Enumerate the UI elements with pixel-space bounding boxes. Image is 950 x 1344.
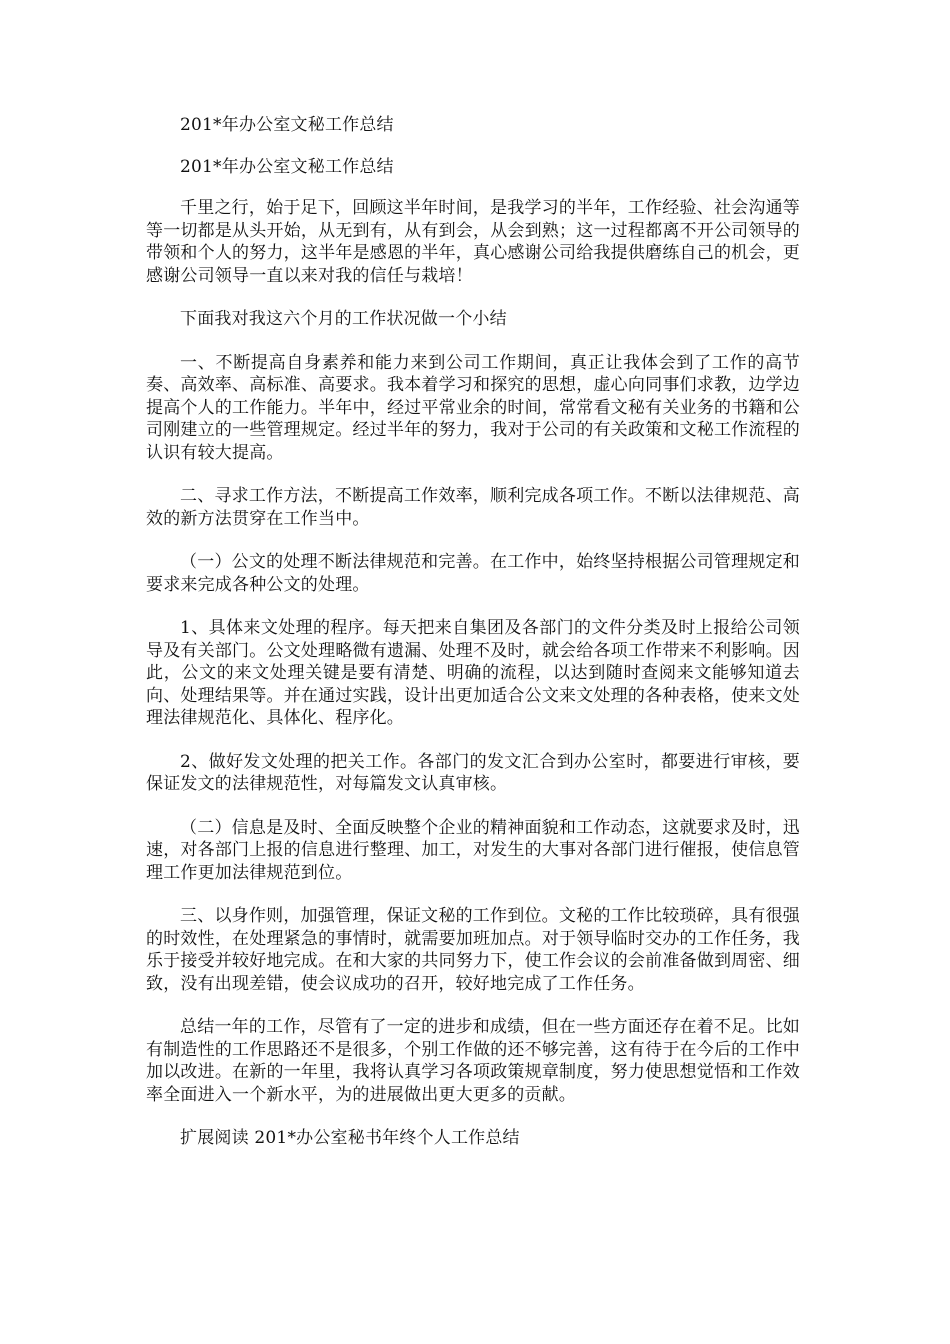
document-subtitle: 201*年办公室文秘工作总结 [180,156,394,177]
document-title: 201*年办公室文秘工作总结 [180,115,394,135]
paragraph-section-1: 一、不断提高自身素养和能力来到公司工作期间，真正让我体会到了工作的高节奏、高效率、高标准、高要求。我本着学习和探究的思想，虚心向同事们求教，边学边提高个人的工作能力。半年中，经过平常业余的时间，常常看文秘有关业务的书籍和公司刚建立的一些管理规定。经过半年的努力，我对于公司的有关政策和文秘工作流程的认识有较大提高。 [146,352,800,463]
paragraph-subsection-2: （二）信息是及时、全面反映整个企业的精神面貌和工作动态，这就要求及时，迅速，对各部门上报的信息进行整理、加工，对发生的大事对各部门进行催报，使信息管理工作更加法律规范到位。 [146,817,800,883]
paragraph-item-1: 1、具体来文处理的程序。每天把来自集团及各部门的文件分类及时上报给公司领导及有关部门。公文处理略微有遗漏、处理不及时，就会给各项工作带来不利影响。因此，公文的来文处理关键是要有清楚、明确的流程，以达到随时查阅来文能够知道去向、处理结果等。并在通过实践，设计出更加适合公文来文处理的各种表格，使来文处理法律规范化、具体化、程序化。 [146,618,800,728]
paragraph-item-2: 2、做好发文处理的把关工作。各部门的发文汇合到办公室时，都要进行审核，要保证发文的法律规范性，对每篇发文认真审核。 [146,751,800,794]
paragraph-subsection-1: （一）公文的处理不断法律规范和完善。在工作中，始终坚持根据公司管理规定和要求来完成各种公文的处理。 [146,552,800,595]
paragraph-summary-lead: 下面我对我这六个月的工作状况做一个小结 [180,309,507,329]
paragraph-intro: 千里之行，始于足下，回顾这半年时间，是我学习的半年，工作经验、社会沟通等等一切都是从头开始，从无到有，从有到会，从会到熟；这一过程都离不开公司领导的带领和个人的努力，这半年是感恩的半年，真心感谢公司给我提供磨练自己的机会，更感谢公司领导一直以来对我的信任与栽培！ [146,198,800,286]
paragraph-section-3: 三、以身作则，加强管理，保证文秘的工作到位。文秘的工作比较琐碎，具有很强的时效性，在处理紧急的事情时，就需要加班加点。对于领导临时交办的工作任务，我乐于接受并较好地完成。在和大家的共同努力下，使工作会议的会前准备做到周密、细致，没有出现差错，使会议成功的召开，较好地完成了工作任务。 [146,906,800,994]
document-body [146,114,800,1171]
paragraph-conclusion: 总结一年的工作，尽管有了一定的进步和成绩，但在一些方面还存在着不足。比如有制造性的工作思路还不是很多，个别工作做的还不够完善，这有待于在今后的工作中加以改进。在新的一年里，我将认真学习各项政策规章制度，努力使思想觉悟和工作效率全面进入一个新水平，为的进展做出更大更多的贡献。 [146,1017,800,1105]
paragraph-section-2: 二、寻求工作方法，不断提高工作效率，顺利完成各项工作。不断以法律规范、高效的新方法贯穿在工作当中。 [146,486,800,529]
paragraph-extended-reading: 扩展阅读 201*办公室秘书年终个人工作总结 [180,1128,520,1148]
